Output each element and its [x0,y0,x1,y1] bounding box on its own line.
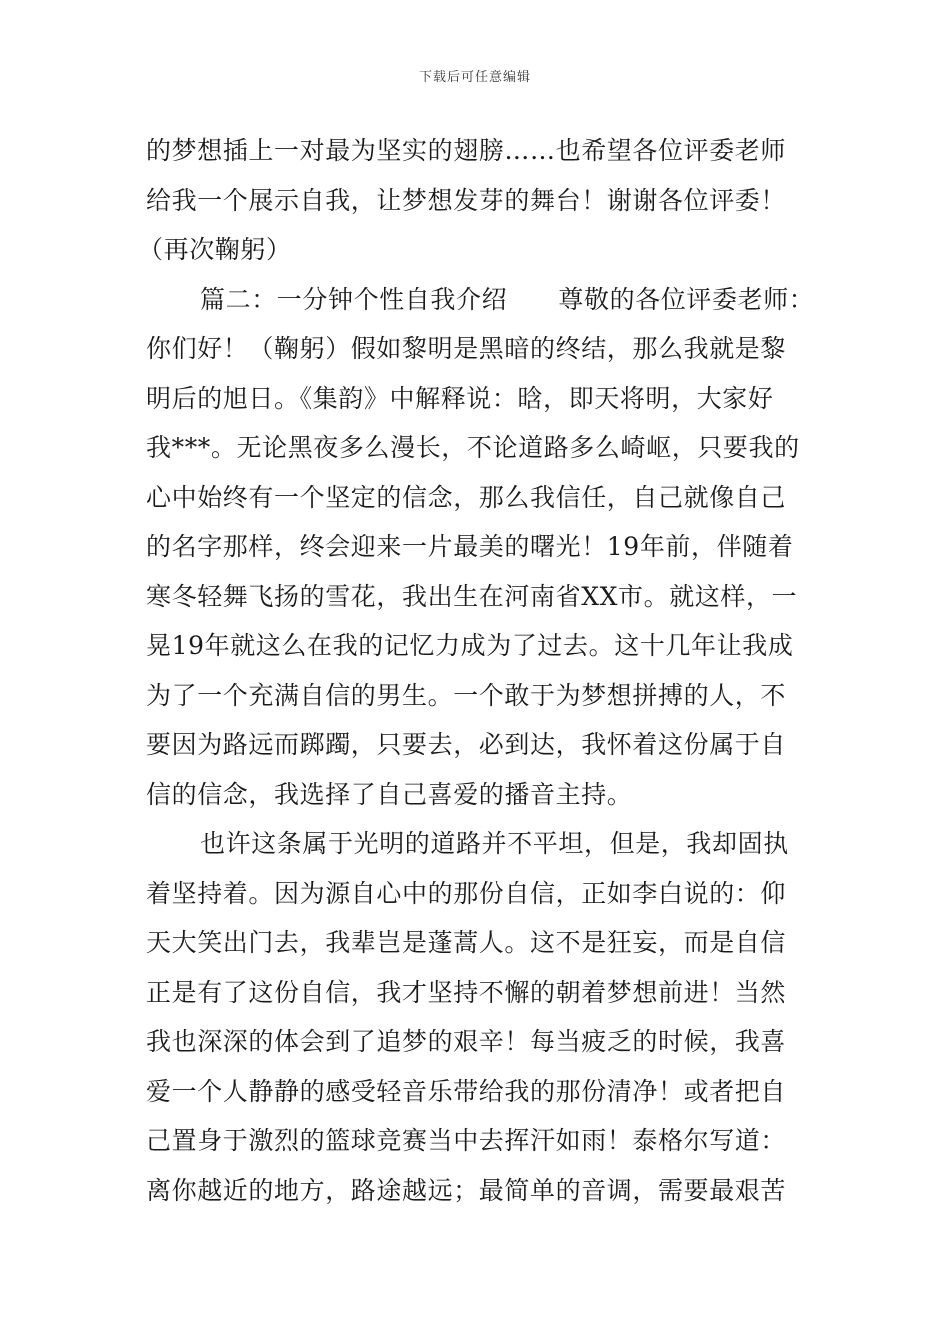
text-line: 你们好！（鞠躬）假如黎明是黑暗的终结，那么我就是黎 [146,334,787,363]
text-line: 我也深深的体会到了追梦的艰辛！每当疲乏的时候，我喜 [146,1027,787,1056]
text-line: 己置身于激烈的篮球竞赛当中去挥汗如雨！泰格尔写道： [146,1126,787,1155]
text-line: 我***。无论黑夜多么漫长，不论道路多么崎岖，只要我的 [146,433,800,462]
page-header: 下载后可任意编辑 [418,70,531,85]
text-line: 天大笑出门去，我辈岂是蓬蒿人。这不是狂妄，而是自信 [146,928,787,957]
document-body [138,126,816,1215]
text-line: 晃19年就这么在我的记忆力成为了过去。这十几年让我成 [146,631,794,660]
text-line: 着坚持着。因为源自心中的那份自信，正如李白说的：仰 [146,878,787,908]
text-line: 正是有了这份自信，我才坚持不懈的朝着梦想前进！当然 [146,977,787,1007]
text-line: 的名字那样，终会迎来一片最美的曙光！19年前，伴随着 [146,532,794,561]
section-heading-line: 篇二：一分钟个性自我介绍 尊敬的各位评委老师： [200,284,815,314]
text-line: 寒冬轻舞飞扬的雪花，我出生在河南省XX市。就这样，一 [146,581,798,611]
text-line: 的梦想插上一对最为坚实的翅膀……也希望各位评委老师 [146,136,787,165]
text-line: 明后的旭日。《集韵》中解释说：晗，即天将明，大家好 [146,383,774,413]
text-line: 给我一个展示自我，让梦想发芽的舞台！谢谢各位评委！ [146,185,787,215]
text-line: 信的信念，我选择了自己喜爱的播音主持。 [146,779,633,809]
text-line: （再次鞠躬） [138,235,292,264]
text-line: 爱一个人静静的感受轻音乐带给我的那份清净！或者把自 [146,1076,787,1106]
text-line: 离你越近的地方，路途越远；最简单的音调，需要最艰苦 [146,1175,787,1205]
text-line: 要因为路远而踯躅，只要去，必到达，我怀着这份属于自 [146,730,787,759]
paragraph-start-line: 也许这条属于光明的道路并不平坦，但是，我却固执 [200,829,789,858]
text-line: 为了一个充满自信的男生。一个敢于为梦想拼搏的人，不 [146,680,787,710]
text-line: 心中始终有一个坚定的信念，那么我信任，自己就像自己 [146,482,787,512]
